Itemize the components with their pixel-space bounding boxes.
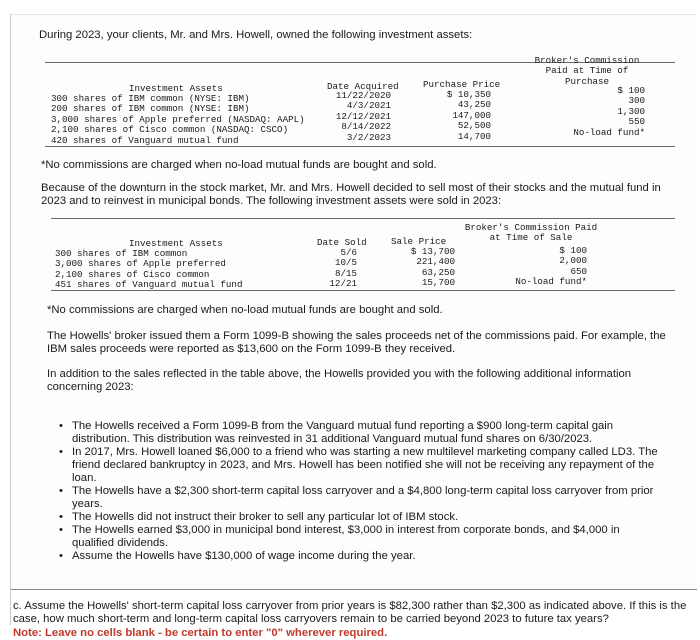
list-item: • The Howells have a $2,300 short-term capital loss carryover and a $4,800 long-term capital loss carryover from prior years. <box>59 485 659 511</box>
table1-date: 8/14/2022 <box>341 121 391 133</box>
table1-asset: 3,000 shares of Apple preferred (NASDAQ: AAPL) <box>51 113 305 125</box>
question-c-box <box>11 589 697 640</box>
table1-commission: 550 <box>628 116 645 128</box>
table2-price: 63,250 <box>421 266 455 278</box>
table1-dates-column <box>321 91 391 143</box>
table1-commissions-column <box>541 86 645 138</box>
table1-commission: 300 <box>628 95 645 107</box>
table2-price: $ 13,700 <box>410 246 455 257</box>
table2-commission-header: Broker's Commission Paid at Time of Sale <box>464 222 598 244</box>
table1-asset: 200 shares of IBM common (NYSE: IBM) <box>51 103 250 115</box>
table1-price-header: Purchase Price <box>423 79 501 90</box>
table1-date-header: Date Acquired <box>327 81 399 92</box>
table1-price: 43,250 <box>457 99 491 111</box>
table2-asset: 3,000 shares of Apple preferred <box>55 258 226 270</box>
list-item: • Assume the Howells have $130,000 of wage income during the year. <box>59 550 659 563</box>
table1-asset: 2,100 shares of Cisco common (NASDAQ: CSCO) <box>51 124 289 136</box>
table1-bottom-rule <box>45 146 675 147</box>
list-item: • The Howells earned $3,000 in municipal bond interest, $3,000 in interest from corporate bonds, and $4,000 in qualified dividends. <box>59 524 659 550</box>
table2-date: 8/15 <box>334 267 357 279</box>
form-1099b-paragraph: The Howells' broker issued them a Form 1099-B showing the sales proceeds net of the commissions paid. For example, the IBM sales proceeds were reported as $13,600 on the Form 1099-B they received. <box>47 330 666 355</box>
table2-price: 221,400 <box>416 256 455 268</box>
table2-commissions-column <box>481 246 587 288</box>
table1-prices-column <box>431 90 491 142</box>
table2-commission: $ 100 <box>559 245 587 256</box>
table2-commission: No-load fund* <box>515 276 587 288</box>
table2-asset: 300 shares of IBM common <box>55 248 188 259</box>
table1-date: 3/2/2023 <box>346 131 391 143</box>
table1-asset: 420 shares of Vanguard mutual fund <box>51 134 239 146</box>
table2-commission: 2,000 <box>559 255 587 267</box>
table2-prices-column <box>395 247 455 289</box>
table1-commission: $ 100 <box>617 85 645 96</box>
additional-info-paragraph: In addition to the sales reflected in the table above, the Howells provided you with the following additional information concerning 2023: <box>47 368 632 393</box>
table2-assets-column <box>55 249 242 291</box>
question-c-text <box>13 600 689 626</box>
additional-info-list <box>59 420 659 563</box>
intro-text: During 2023, your clients, Mr. and Mrs. Howell, owned the following investment assets: <box>39 29 473 41</box>
table1-date: 12/12/2021 <box>335 110 391 122</box>
list-item: • The Howells received a Form 1099-B from the Vanguard mutual fund reporting a $900 long-term capital gain distribution. This distribution was reinvested in 31 additional Vanguard mutual fund shares on 6/30/2023. <box>59 420 659 446</box>
table1-commission: 1,300 <box>617 105 645 117</box>
table1-assets-header: Investment Assets <box>129 83 223 94</box>
footnote-2: *No commissions are charged when no-load mutual funds are bought and sold. <box>47 304 443 316</box>
table1-asset: 300 shares of IBM common (NYSE: IBM) <box>51 93 250 104</box>
table2-asset: 451 shares of Vanguard mutual fund <box>55 279 243 291</box>
table2-assets-header: Investment Assets <box>129 238 223 249</box>
table2-dates-column <box>311 248 357 290</box>
downturn-paragraph: Because of the downturn in the stock market, Mr. and Mrs. Howell decided to sell most of their stocks and the mutual fund in 2023 and to reinvest in municipal bonds. The following investment assets were sold in 2023: <box>41 182 661 207</box>
table1-commission-header: Broker's Commission Paid at Time of Purchase <box>534 55 640 87</box>
table2-asset: 2,100 shares of Cisco common <box>55 268 210 280</box>
table1-date: 11/22/2020 <box>335 90 391 101</box>
list-item: • The Howells did not instruct their broker to sell any particular lot of IBM stock. <box>59 511 659 524</box>
question-c-note: Note: Leave no cells blank - be certain to enter "0" wherever required. <box>13 627 388 639</box>
table1-price: 52,500 <box>457 120 491 132</box>
table1-price: 14,700 <box>457 130 491 142</box>
table1-commission: No-load fund* <box>573 126 645 138</box>
table1-price: $ 10,350 <box>446 89 491 100</box>
list-item: • In 2017, Mrs. Howell loaned $6,000 to a friend who was starting a new multilevel marketing company called LD3. The friend declared bankruptcy in 2023, and Mrs. Howell has been notified she will not be receiving any repayment of the loan. <box>59 446 659 485</box>
table1-price: 147,000 <box>452 109 491 121</box>
table1-date: 4/3/2021 <box>346 100 391 112</box>
table2-top-rule <box>51 218 675 219</box>
question-c-prefix: c. <box>13 600 22 612</box>
table2-date-header: Date Sold <box>317 237 367 248</box>
table2-date: 5/6 <box>340 247 357 258</box>
table2-commission: 650 <box>570 265 587 277</box>
table2-bottom-rule <box>51 290 675 291</box>
table2-date: 10/5 <box>334 257 357 269</box>
table2-price-header: Sale Price <box>391 236 447 247</box>
table1-assets-column <box>51 94 305 146</box>
footnote-1: *No commissions are charged when no-load mutual funds are bought and sold. <box>41 159 437 171</box>
problem-page <box>10 14 697 639</box>
question-c-body: Assume the Howells' short-term capital loss carryover from prior years is $82,300 rather than $2,300 as indicated above. If this is the case, how much short-term and long-term capital loss carryovers remain to be carried beyond 2023 to future tax years? <box>13 600 687 625</box>
table2-price: 15,700 <box>421 277 455 289</box>
table2-date: 12/21 <box>329 278 357 290</box>
